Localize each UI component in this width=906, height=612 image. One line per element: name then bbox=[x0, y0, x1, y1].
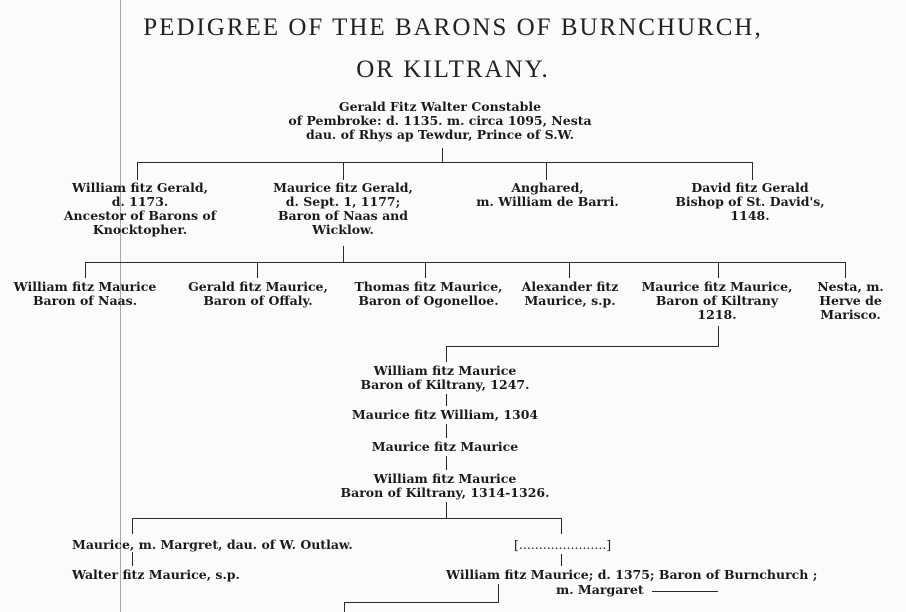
connector bbox=[132, 552, 133, 566]
line: Maurice fitz Gerald, bbox=[273, 180, 413, 195]
line: Baron of Offaly. bbox=[203, 293, 313, 308]
line: d. Sept. 1, 1177; bbox=[285, 194, 401, 209]
line: Herve de bbox=[819, 293, 882, 308]
line: Baron of Ogonelloe. bbox=[358, 293, 499, 308]
person-william-fitz-gerald bbox=[40, 181, 240, 237]
line: Maurice fitz Maurice, bbox=[641, 279, 793, 294]
connector bbox=[85, 262, 846, 263]
person-walter-fitz-maurice: Walter fitz Maurice, s.p. bbox=[72, 567, 240, 582]
line: Baron of Naas and bbox=[277, 208, 409, 223]
line: Thomas fitz Maurice, bbox=[354, 279, 503, 294]
root-line-2: of Pembroke: d. 1135. m. circa 1095, Nesta bbox=[288, 113, 592, 128]
connector bbox=[446, 424, 447, 438]
line: William fitz Maurice bbox=[373, 471, 517, 486]
connector bbox=[446, 394, 447, 406]
connector bbox=[752, 162, 753, 180]
line: Baron of Kiltrany, 1314-1326. bbox=[340, 485, 550, 500]
line: William fitz Maurice bbox=[13, 279, 157, 294]
connector bbox=[652, 591, 718, 592]
line: Maurice, s.p. bbox=[524, 293, 616, 308]
connector bbox=[561, 554, 562, 566]
line: Knocktopher. bbox=[92, 222, 188, 237]
line: Baron of Kiltrany, 1247. bbox=[360, 377, 530, 392]
line: William fitz Maurice bbox=[373, 363, 517, 378]
root-line-1: Gerald Fitz Walter Constable bbox=[338, 99, 542, 114]
connector bbox=[85, 262, 86, 278]
connector bbox=[343, 246, 344, 262]
person-alexander bbox=[515, 280, 625, 308]
connector bbox=[425, 262, 426, 278]
connector bbox=[257, 262, 258, 278]
connector bbox=[137, 162, 753, 163]
connector bbox=[344, 602, 499, 603]
person-maurice-m-margret: Maurice, m. Margret, dau. of W. Outlaw. bbox=[72, 537, 353, 552]
connector bbox=[498, 584, 499, 602]
person-william-1314 bbox=[300, 472, 590, 500]
root-line-3: dau. of Rhys ap Tewdur, Prince of S.W. bbox=[306, 127, 574, 142]
root-person bbox=[250, 100, 630, 142]
line: Gerald fitz Maurice, bbox=[188, 279, 328, 294]
person-william-1247 bbox=[320, 364, 570, 392]
line: Alexander fitz bbox=[521, 279, 619, 294]
connector bbox=[718, 262, 719, 278]
connector bbox=[446, 502, 447, 518]
person-maurice-fitz-maurice: Maurice fitz Maurice bbox=[371, 439, 519, 454]
person-david-fitz-gerald bbox=[655, 181, 845, 223]
connector bbox=[446, 456, 447, 470]
page-subtitle: OR KILTRANY. bbox=[356, 56, 550, 83]
unknown-person-bracket: [......................] bbox=[514, 537, 612, 552]
line: Marisco. bbox=[820, 307, 881, 322]
connector bbox=[446, 346, 719, 347]
connector bbox=[343, 162, 344, 180]
person-maurice-fitz-william: Maurice fitz William, 1304 bbox=[351, 407, 539, 422]
person-maurice-baron-kiltrany bbox=[632, 280, 802, 322]
line: Nesta, m. bbox=[817, 279, 884, 294]
line: William fitz Gerald, bbox=[72, 180, 208, 195]
spouse-margaret: m. Margaret bbox=[556, 582, 644, 597]
person-anghared bbox=[455, 181, 640, 209]
connector bbox=[718, 326, 719, 346]
line: Bishop of St. David's, bbox=[675, 194, 825, 209]
line: 1218. bbox=[697, 307, 737, 322]
line: David fitz Gerald bbox=[691, 180, 809, 195]
connector bbox=[442, 148, 443, 162]
person-william-baron-naas bbox=[5, 280, 165, 308]
connector bbox=[546, 162, 547, 180]
connector bbox=[845, 262, 846, 278]
page-title: PEDIGREE OF THE BARONS OF BURNCHURCH, bbox=[143, 14, 763, 41]
connector bbox=[569, 262, 570, 278]
line: Ancestor of Barons of bbox=[63, 208, 217, 223]
person-william-1375: William fitz Maurice; d. 1375; Baron of Burnchurch ; bbox=[446, 567, 818, 582]
person-gerald-baron-offaly bbox=[178, 280, 338, 308]
connector bbox=[344, 602, 345, 612]
connector bbox=[446, 346, 447, 362]
line: d. 1173. bbox=[111, 194, 169, 209]
connector bbox=[132, 518, 133, 534]
line: m. William de Barri. bbox=[476, 194, 619, 209]
person-maurice-fitz-gerald bbox=[248, 181, 438, 237]
line: Baron of Naas. bbox=[32, 293, 138, 308]
connector bbox=[137, 162, 138, 180]
line: 1148. bbox=[730, 208, 770, 223]
line: Wicklow. bbox=[312, 222, 374, 237]
connector bbox=[561, 518, 562, 534]
person-thomas-baron-ogonelloe bbox=[346, 280, 511, 308]
line: Anghared, bbox=[511, 180, 584, 195]
line: Baron of Kiltrany bbox=[655, 293, 779, 308]
connector bbox=[132, 518, 562, 519]
person-nesta bbox=[803, 280, 898, 322]
